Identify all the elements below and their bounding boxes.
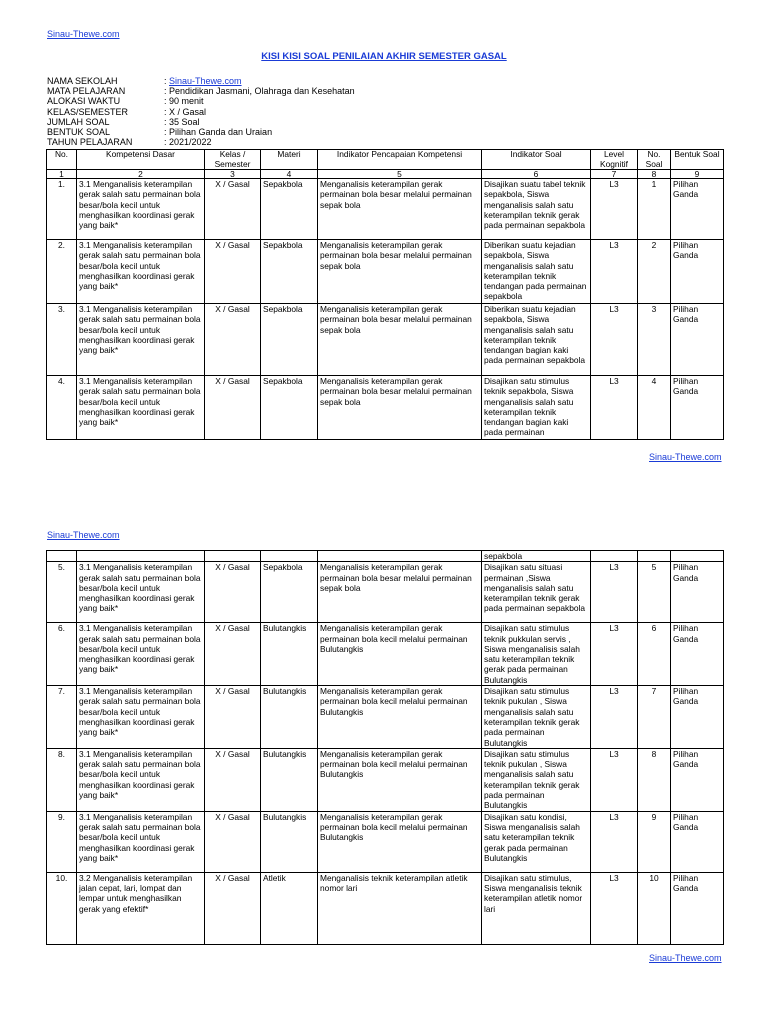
cell-no: 8. bbox=[47, 748, 77, 811]
cell-indikator: Disajikan satu stimulus teknik pukkulan servis , Siswa menganalisis salah satu keterampilan teknik gerak pada permainan Bulutangkis bbox=[482, 623, 591, 686]
cell-level: L3 bbox=[591, 872, 638, 944]
header-number-row bbox=[47, 170, 724, 179]
continuation-text: sepakbola bbox=[482, 551, 591, 562]
meta-row-time bbox=[47, 96, 355, 106]
meta-row-class bbox=[47, 107, 355, 117]
col-number: 4 bbox=[261, 170, 318, 179]
cell-kd: 3.1 Menganalisis keterampilan gerak salah satu permainan bola besar/bola kecil untuk menghasilkan koordinasi gerak yang baik* bbox=[77, 811, 205, 872]
cell-kelas: X / Gasal bbox=[205, 179, 261, 240]
cell-bentuk: Pilihan Ganda bbox=[671, 623, 724, 686]
col-number: 3 bbox=[205, 170, 261, 179]
cell-kelas: X / Gasal bbox=[205, 811, 261, 872]
cell-materi: Bulutangkis bbox=[261, 686, 318, 749]
col-header: No. bbox=[47, 150, 77, 170]
col-number: 1 bbox=[47, 170, 77, 179]
cell-indikator: Disajikan suatu tabel teknik sepakbola, Siswa menganalisis salah satu keterampilan teknik gerak pada permainan sepakbola bbox=[482, 179, 591, 240]
cell-bentuk: Pilihan Ganda bbox=[671, 748, 724, 811]
cell-level: L3 bbox=[591, 562, 638, 623]
cell-level: L3 bbox=[591, 748, 638, 811]
header-row bbox=[47, 150, 724, 170]
col-header: Level Kognitif bbox=[591, 150, 638, 170]
page-title: KISI KISI SOAL PENILAIAN AKHIR SEMESTER GASAL bbox=[261, 51, 507, 62]
cell-no: 10. bbox=[47, 872, 77, 944]
cell-ipk: Menganalisis keterampilan gerak permainan bola kecil melalui permainan Bulutangkis bbox=[318, 811, 482, 872]
cell-materi: Atletik bbox=[261, 872, 318, 944]
cell-soal: 9 bbox=[638, 811, 671, 872]
table-row bbox=[47, 811, 724, 872]
cell-level: L3 bbox=[591, 686, 638, 749]
meta-label: ALOKASI WAKTU bbox=[47, 96, 121, 107]
cell-no: 7. bbox=[47, 686, 77, 749]
cell-bentuk: Pilihan Ganda bbox=[671, 304, 724, 376]
cell-ipk: Menganalisis keterampilan gerak permainan bola besar melalui permainan sepak bola bbox=[318, 562, 482, 623]
cell-kelas: X / Gasal bbox=[205, 623, 261, 686]
col-number: 5 bbox=[318, 170, 482, 179]
cell-kelas: X / Gasal bbox=[205, 686, 261, 749]
col-number: 8 bbox=[638, 170, 671, 179]
cell-kd: 3.1 Menganalisis keterampilan gerak salah satu permainan bola besar/bola kecil untuk menghasilkan koordinasi gerak yang baik* bbox=[77, 179, 205, 240]
col-header: No. Soal bbox=[638, 150, 671, 170]
cell-materi: Sepakbola bbox=[261, 304, 318, 376]
site-link-footer-1[interactable]: Sinau-Thewe.com bbox=[649, 452, 722, 462]
table-row bbox=[47, 562, 724, 623]
cell-ipk: Menganalisis keterampilan gerak permainan bola besar melalui permainan sepak bola bbox=[318, 179, 482, 240]
cell-kd: 3.1 Menganalisis keterampilan gerak salah satu permainan bola besar/bola kecil untuk menghasilkan koordinasi gerak yang baik* bbox=[77, 304, 205, 376]
table-row bbox=[47, 748, 724, 811]
cell-kd: 3.1 Menganalisis keterampilan gerak salah satu permainan bola besar/bola kecil untuk menghasilkan koordinasi gerak yang baik* bbox=[77, 376, 205, 440]
cell-kelas: X / Gasal bbox=[205, 872, 261, 944]
kisi-kisi-table-page1 bbox=[46, 149, 724, 440]
col-number: 7 bbox=[591, 170, 638, 179]
cell-soal: 3 bbox=[638, 304, 671, 376]
cell-ipk: Menganalisis keterampilan gerak permainan bola besar melalui permainan sepak bola bbox=[318, 240, 482, 304]
col-number: 2 bbox=[77, 170, 205, 179]
col-header: Kelas / Semester bbox=[205, 150, 261, 170]
cell-materi: Bulutangkis bbox=[261, 811, 318, 872]
meta-label: NAMA SEKOLAH bbox=[47, 76, 118, 86]
cell-ipk: Menganalisis keterampilan gerak permainan bola besar melalui permainan sepak bola bbox=[318, 304, 482, 376]
cell-materi: Bulutangkis bbox=[261, 623, 318, 686]
meta-value: : 90 menit bbox=[164, 96, 204, 107]
cell-level: L3 bbox=[591, 304, 638, 376]
cell-bentuk: Pilihan Ganda bbox=[671, 376, 724, 440]
continuation-row bbox=[47, 551, 724, 562]
meta-label: KELAS/SEMESTER bbox=[47, 106, 129, 117]
cell-materi: Bulutangkis bbox=[261, 748, 318, 811]
table-row bbox=[47, 240, 724, 304]
cell-soal: 4 bbox=[638, 376, 671, 440]
meta-label: TAHUN PELAJARAN bbox=[47, 137, 133, 148]
cell-indikator: Disajikan satu stimulus teknik pukulan , Siswa menganalisis salah satu keterampilan teknik gerak pada permainan Bulutangkis bbox=[482, 686, 591, 749]
cell-kd: 3.1 Menganalisis keterampilan gerak salah satu permainan bola besar/bola kecil untuk menghasilkan koordinasi gerak yang baik* bbox=[77, 562, 205, 623]
cell-soal: 1 bbox=[638, 179, 671, 240]
cell-bentuk: Pilihan Ganda bbox=[671, 562, 724, 623]
cell-soal: 7 bbox=[638, 686, 671, 749]
meta-value: : Sinau-Thewe.com bbox=[164, 76, 242, 86]
cell-no: 1. bbox=[47, 179, 77, 240]
cell-ipk: Menganalisis keterampilan gerak permainan bola kecil melalui permainan Bulutangkis bbox=[318, 686, 482, 749]
site-link-top[interactable]: Sinau-Thewe.com bbox=[47, 29, 120, 39]
cell-kd: 3.1 Menganalisis keterampilan gerak salah satu permainan bola besar/bola kecil untuk menghasilkan koordinasi gerak yang baik* bbox=[77, 623, 205, 686]
cell-bentuk: Pilihan Ganda bbox=[671, 179, 724, 240]
cell-bentuk: Pilihan Ganda bbox=[671, 872, 724, 944]
cell-no: 2. bbox=[47, 240, 77, 304]
table-row bbox=[47, 686, 724, 749]
cell-level: L3 bbox=[591, 240, 638, 304]
cell-kelas: X / Gasal bbox=[205, 304, 261, 376]
cell-indikator: Disajikan satu stimulus teknik pukulan , Siswa menganalisis salah satu keterampilan teknik gerak pada permainan Bulutangkis bbox=[482, 748, 591, 811]
meta-value: : 2021/2022 bbox=[164, 137, 212, 148]
cell-materi: Sepakbola bbox=[261, 240, 318, 304]
col-header: Indikator Soal bbox=[482, 150, 591, 170]
meta-row-subject bbox=[47, 86, 355, 96]
cell-kd: 3.1 Menganalisis keterampilan gerak salah satu permainan bola besar/bola kecil untuk menghasilkan koordinasi gerak yang baik* bbox=[77, 748, 205, 811]
meta-value: : Pilihan Ganda dan Uraian bbox=[164, 127, 273, 138]
cell-kelas: X / Gasal bbox=[205, 562, 261, 623]
cell-ipk: Menganalisis keterampilan gerak permainan bola kecil melalui permainan Bulutangkis bbox=[318, 748, 482, 811]
cell-bentuk: Pilihan Ganda bbox=[671, 240, 724, 304]
cell-ipk: Menganalisis keterampilan gerak permainan bola kecil melalui permainan Bulutangkis bbox=[318, 623, 482, 686]
cell-soal: 8 bbox=[638, 748, 671, 811]
col-header: Materi bbox=[261, 150, 318, 170]
cell-materi: Sepakbola bbox=[261, 562, 318, 623]
meta-value: : 35 Soal bbox=[164, 116, 200, 127]
cell-soal: 5 bbox=[638, 562, 671, 623]
cell-materi: Sepakbola bbox=[261, 179, 318, 240]
cell-kd: 3.1 Menganalisis keterampilan gerak salah satu permainan bola besar/bola kecil untuk menghasilkan koordinasi gerak yang baik* bbox=[77, 240, 205, 304]
meta-label: MATA PELAJARAN bbox=[47, 86, 126, 97]
cell-soal: 6 bbox=[638, 623, 671, 686]
col-header: Bentuk Soal bbox=[671, 150, 724, 170]
cell-level: L3 bbox=[591, 179, 638, 240]
cell-no: 3. bbox=[47, 304, 77, 376]
meta-value: : Pendidikan Jasmani, Olahraga dan Kesehatan bbox=[164, 86, 355, 97]
school-link[interactable]: Sinau-Thewe.com bbox=[169, 76, 242, 86]
cell-level: L3 bbox=[591, 376, 638, 440]
cell-level: L3 bbox=[591, 811, 638, 872]
cell-no: 9. bbox=[47, 811, 77, 872]
meta-row-year bbox=[47, 137, 355, 147]
meta-value: : X / Gasal bbox=[164, 106, 207, 117]
table-row bbox=[47, 872, 724, 944]
col-header: Indikator Pencapaian Kompetensi bbox=[318, 150, 482, 170]
cell-kelas: X / Gasal bbox=[205, 376, 261, 440]
meta-row-form bbox=[47, 127, 355, 137]
kisi-kisi-table-page2 bbox=[46, 550, 724, 945]
cell-indikator: Diberikan suatu kejadian sepakbola, Siswa menganalisis salah satu keterampilan teknik tendangan pada permainan sepakbola bbox=[482, 240, 591, 304]
site-link-footer-2[interactable]: Sinau-Thewe.com bbox=[649, 953, 722, 963]
cell-indikator: Disajikan satu kondisi, Siswa menganalisis salah satu keterampilan teknik gerak pada permainan Bulutangkis bbox=[482, 811, 591, 872]
cell-indikator: Diberikan suatu kejadian sepakbola, Siswa menganalisis salah satu keterampilan teknik tendangan bagian kaki pada permainan sepakbola bbox=[482, 304, 591, 376]
cell-indikator: Disajikan satu stimulus teknik sepakbola, Siswa menganalisis salah satu keterampilan teknik tendangan bagian kaki pada permainan bbox=[482, 376, 591, 440]
cell-bentuk: Pilihan Ganda bbox=[671, 686, 724, 749]
col-header: Kompetensi Dasar bbox=[77, 150, 205, 170]
cell-kelas: X / Gasal bbox=[205, 748, 261, 811]
table-row bbox=[47, 304, 724, 376]
cell-no: 6. bbox=[47, 623, 77, 686]
document-meta bbox=[47, 76, 355, 147]
cell-materi: Sepakbola bbox=[261, 376, 318, 440]
cell-bentuk: Pilihan Ganda bbox=[671, 811, 724, 872]
meta-row-school bbox=[47, 76, 355, 86]
site-link-top-2[interactable]: Sinau-Thewe.com bbox=[47, 530, 120, 540]
table-row bbox=[47, 179, 724, 240]
cell-no: 4. bbox=[47, 376, 77, 440]
meta-label: BENTUK SOAL bbox=[47, 127, 111, 138]
cell-soal: 10 bbox=[638, 872, 671, 944]
meta-row-count bbox=[47, 117, 355, 127]
cell-kelas: X / Gasal bbox=[205, 240, 261, 304]
cell-kd: 3.2 Menganalisis keterampilan jalan cepat, lari, lompat dan lempar untuk menghasilkan gerak yang efektif* bbox=[77, 872, 205, 944]
cell-level: L3 bbox=[591, 623, 638, 686]
cell-ipk: Menganalisis teknik keterampilan atletik nomor lari bbox=[318, 872, 482, 944]
col-number: 9 bbox=[671, 170, 724, 179]
cell-indikator: Disajikan satu stimulus, Siswa menganalisis teknik keterampilan atletik nomor lari bbox=[482, 872, 591, 944]
cell-no: 5. bbox=[47, 562, 77, 623]
meta-label: JUMLAH SOAL bbox=[47, 116, 110, 127]
cell-ipk: Menganalisis keterampilan gerak permainan bola besar melalui permainan sepak bola bbox=[318, 376, 482, 440]
table-row bbox=[47, 376, 724, 440]
cell-kd: 3.1 Menganalisis keterampilan gerak salah satu permainan bola besar/bola kecil untuk menghasilkan koordinasi gerak yang baik* bbox=[77, 686, 205, 749]
col-number: 6 bbox=[482, 170, 591, 179]
table-row bbox=[47, 623, 724, 686]
cell-soal: 2 bbox=[638, 240, 671, 304]
cell-indikator: Disajikan satu situasi permainan ,Siswa menganalisis salah satu keterampilan teknik gerak pada permainan sepakbola bbox=[482, 562, 591, 623]
